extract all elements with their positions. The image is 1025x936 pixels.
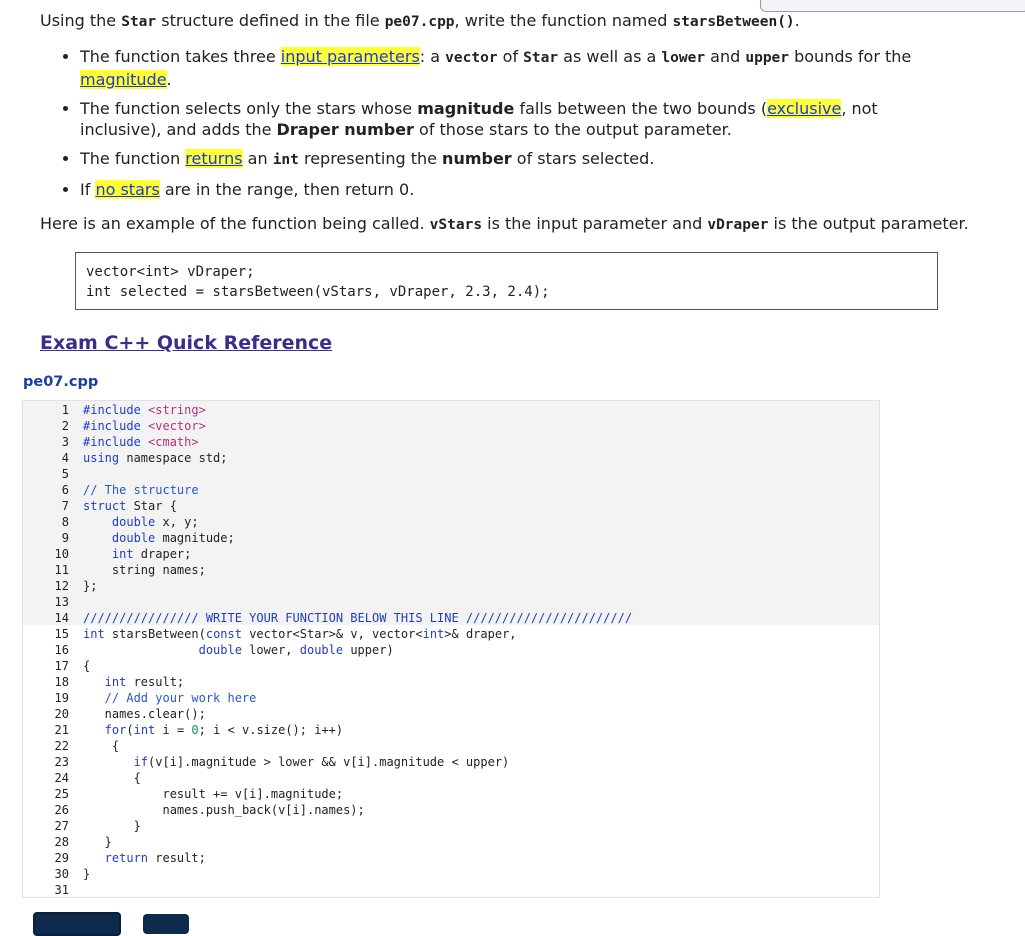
code-line bbox=[83, 690, 879, 706]
example-text: Here is an example of the function being called. bbox=[40, 214, 430, 233]
code-token: { bbox=[83, 659, 91, 673]
code-token bbox=[83, 643, 199, 657]
highlight-link[interactable]: returns bbox=[185, 149, 243, 168]
code-token: for bbox=[83, 723, 127, 737]
code-line bbox=[83, 466, 879, 482]
line-number: 25 bbox=[54, 787, 69, 801]
code-line bbox=[83, 738, 879, 754]
line-number: 15 bbox=[54, 627, 69, 641]
code-token: ; i < v.size(); i++) bbox=[198, 723, 344, 737]
code-line bbox=[83, 530, 879, 546]
list-text: , not inclusive), and adds the bbox=[80, 99, 878, 139]
top-tab[interactable] bbox=[760, 0, 1025, 12]
code-token: int bbox=[133, 723, 156, 737]
example-code-box bbox=[75, 252, 938, 310]
line-number: 6 bbox=[61, 483, 69, 497]
code-token: int bbox=[83, 547, 134, 561]
code-line bbox=[83, 722, 879, 738]
line-number: 8 bbox=[61, 515, 69, 529]
code-star: Star bbox=[121, 14, 157, 30]
intro-text: structure defined in the file bbox=[156, 11, 385, 30]
code-token: string names; bbox=[83, 563, 206, 577]
line-number: 2 bbox=[61, 419, 69, 433]
example-text: is the output parameter. bbox=[768, 214, 969, 233]
code-token: <string> bbox=[148, 403, 206, 417]
code-line bbox=[83, 450, 879, 466]
code-token: (v[i].magnitude > lower && v[i].magnitude < upper) bbox=[148, 755, 510, 769]
code-comment: // The structure bbox=[83, 483, 199, 497]
list-text: are in the range, then return 0. bbox=[159, 180, 415, 199]
code-line bbox=[83, 482, 879, 498]
code-token: lower, bbox=[241, 643, 300, 657]
line-number-gutter bbox=[23, 402, 69, 898]
code-token: } bbox=[83, 867, 91, 881]
code-line: int selected = starsBetween(vStars, vDraper, 2.3, 2.4); bbox=[86, 284, 550, 300]
code-line bbox=[83, 402, 879, 418]
line-number: 16 bbox=[54, 643, 69, 657]
bold-text: number bbox=[442, 149, 512, 168]
bold-text: magnitude bbox=[417, 99, 515, 118]
line-number: 28 bbox=[54, 835, 69, 849]
list-text: The function takes three bbox=[80, 47, 281, 66]
bold-text: Draper number bbox=[276, 120, 414, 139]
code-token: draper; bbox=[133, 547, 192, 561]
code-line bbox=[83, 786, 879, 802]
code-line bbox=[83, 882, 879, 898]
line-number: 5 bbox=[61, 467, 69, 481]
line-number: 14 bbox=[54, 611, 69, 625]
line-number: 21 bbox=[54, 723, 69, 737]
code-line bbox=[83, 802, 879, 818]
line-number: 18 bbox=[54, 675, 69, 689]
code-token: int bbox=[83, 627, 105, 641]
submit-button[interactable] bbox=[33, 912, 121, 936]
intro-paragraph bbox=[40, 11, 800, 30]
code-line bbox=[83, 834, 879, 850]
code-comment: // Add your work here bbox=[83, 691, 257, 705]
code-token: 0 bbox=[191, 723, 199, 737]
code-token: using bbox=[83, 451, 120, 465]
code-token: #include bbox=[83, 435, 149, 449]
list-text: an bbox=[242, 149, 273, 168]
code-token: starsBetween( bbox=[104, 627, 206, 641]
line-number: 11 bbox=[54, 563, 69, 577]
list-text: The function bbox=[80, 149, 186, 168]
code-int: int bbox=[272, 152, 299, 168]
intro-text: , write the function named bbox=[454, 11, 673, 30]
code-token: }; bbox=[83, 579, 98, 593]
code-line bbox=[83, 850, 879, 866]
code-token: names.clear(); bbox=[83, 707, 206, 721]
line-number: 20 bbox=[54, 707, 69, 721]
highlight-link[interactable]: exclusive bbox=[767, 99, 842, 118]
list-text: bounds for the bbox=[789, 47, 912, 66]
list-item bbox=[80, 46, 960, 90]
code-token: vector<Star>& v, vector< bbox=[241, 627, 423, 641]
code-line bbox=[83, 418, 879, 434]
code-line bbox=[83, 642, 879, 658]
code-line bbox=[83, 674, 879, 690]
list-text: falls between the two bounds ( bbox=[514, 99, 768, 118]
line-number: 3 bbox=[61, 435, 69, 449]
line-number: 13 bbox=[54, 595, 69, 609]
code-editor[interactable] bbox=[22, 400, 880, 898]
code-token: #include bbox=[83, 403, 149, 417]
requirements-list bbox=[40, 46, 960, 208]
code-token: double bbox=[299, 643, 344, 657]
line-number: 4 bbox=[61, 451, 69, 465]
list-text: of those stars to the output parameter. bbox=[413, 120, 732, 139]
code-line bbox=[83, 434, 879, 450]
code-token: namespace std; bbox=[119, 451, 228, 465]
code-token: { bbox=[83, 739, 120, 753]
code-line bbox=[83, 706, 879, 722]
code-line bbox=[83, 546, 879, 562]
code-token: <vector> bbox=[148, 419, 206, 433]
code-token: upper) bbox=[343, 643, 394, 657]
code-line bbox=[83, 498, 879, 514]
code-line bbox=[83, 514, 879, 530]
code-star: Star bbox=[523, 50, 559, 66]
code-token: struct bbox=[83, 499, 127, 513]
code-vdraper: vDraper bbox=[707, 217, 769, 233]
code-line bbox=[83, 626, 879, 642]
code-token: } bbox=[83, 835, 112, 849]
code-token: magnitude; bbox=[155, 531, 235, 545]
code-line bbox=[83, 866, 879, 882]
code-line bbox=[83, 754, 879, 770]
code-token: const bbox=[205, 627, 242, 641]
line-number: 23 bbox=[54, 755, 69, 769]
code-function-name: starsBetween() bbox=[672, 14, 795, 30]
code-line bbox=[83, 578, 879, 594]
code-token: double bbox=[83, 531, 156, 545]
code-token: i = bbox=[155, 723, 192, 737]
code-line bbox=[83, 770, 879, 786]
code-token: int bbox=[83, 675, 127, 689]
code-token: #include bbox=[83, 419, 149, 433]
intro-text: Using the bbox=[40, 11, 122, 30]
code-token: result += v[i].magnitude; bbox=[83, 787, 344, 801]
list-item bbox=[80, 179, 960, 200]
code-line bbox=[83, 818, 879, 834]
code-token: int bbox=[422, 627, 445, 641]
code-vstars: vStars bbox=[429, 217, 483, 233]
example-text: is the input parameter and bbox=[482, 214, 708, 233]
line-number: 17 bbox=[54, 659, 69, 673]
list-text: of bbox=[497, 47, 524, 66]
code-line: vector<int> vDraper; bbox=[86, 264, 255, 280]
code-token: double bbox=[198, 643, 242, 657]
line-number: 26 bbox=[54, 803, 69, 817]
code-divider-comment: //////////////// WRITE YOUR FUNCTION BELOW THIS LINE /////////////////////// bbox=[83, 611, 633, 625]
code-token: <cmath> bbox=[148, 435, 199, 449]
line-number: 24 bbox=[54, 771, 69, 785]
example-paragraph bbox=[40, 214, 969, 233]
line-number: 10 bbox=[54, 547, 69, 561]
code-token: Star { bbox=[126, 499, 177, 513]
highlight-link[interactable]: magnitude bbox=[80, 70, 167, 89]
list-text: as well as a bbox=[558, 47, 662, 66]
line-number: 1 bbox=[61, 403, 69, 417]
line-number: 19 bbox=[54, 691, 69, 705]
line-number: 30 bbox=[54, 867, 69, 881]
code-upper: upper bbox=[745, 50, 790, 66]
code-token: ( bbox=[126, 723, 134, 737]
highlight-link[interactable]: input parameters bbox=[280, 47, 420, 66]
quick-reference-link[interactable]: Exam C++ Quick Reference bbox=[40, 332, 333, 354]
code-line bbox=[83, 610, 879, 626]
code-token: if bbox=[83, 755, 149, 769]
list-item bbox=[80, 98, 960, 140]
line-number: 31 bbox=[54, 883, 69, 897]
code-token: { bbox=[83, 771, 141, 785]
line-number: 29 bbox=[54, 851, 69, 865]
list-text: : a bbox=[419, 47, 446, 66]
list-text: . bbox=[166, 70, 172, 89]
line-number: 7 bbox=[61, 499, 69, 513]
code-vector: vector bbox=[445, 50, 498, 66]
editor-filename: pe07.cpp bbox=[23, 374, 99, 390]
code-line bbox=[83, 594, 879, 610]
code-token: result; bbox=[126, 675, 185, 689]
code-token: return bbox=[83, 851, 149, 865]
code-token: } bbox=[83, 819, 141, 833]
list-text: The function selects only the stars whose bbox=[80, 99, 418, 118]
code-token: x, y; bbox=[155, 515, 199, 529]
code-token: result; bbox=[148, 851, 206, 865]
list-text: representing the bbox=[298, 149, 443, 168]
code-line bbox=[83, 658, 879, 674]
highlight-link[interactable]: no stars bbox=[95, 180, 160, 199]
code-token: >& draper, bbox=[444, 627, 517, 641]
code-lines[interactable] bbox=[83, 402, 879, 898]
code-line bbox=[83, 562, 879, 578]
secondary-button[interactable] bbox=[143, 914, 189, 934]
list-item bbox=[80, 148, 960, 171]
line-number: 22 bbox=[54, 739, 69, 753]
list-text: of stars selected. bbox=[511, 149, 655, 168]
list-text: If bbox=[80, 180, 96, 199]
line-number: 9 bbox=[61, 531, 69, 545]
code-filename: pe07.cpp bbox=[384, 14, 455, 30]
line-number: 27 bbox=[54, 819, 69, 833]
intro-text: . bbox=[794, 11, 800, 30]
code-lower: lower bbox=[661, 50, 706, 66]
list-text: and bbox=[705, 47, 746, 66]
line-number: 12 bbox=[54, 579, 69, 593]
code-token: double bbox=[83, 515, 156, 529]
code-token: names.push_back(v[i].names); bbox=[83, 803, 365, 817]
